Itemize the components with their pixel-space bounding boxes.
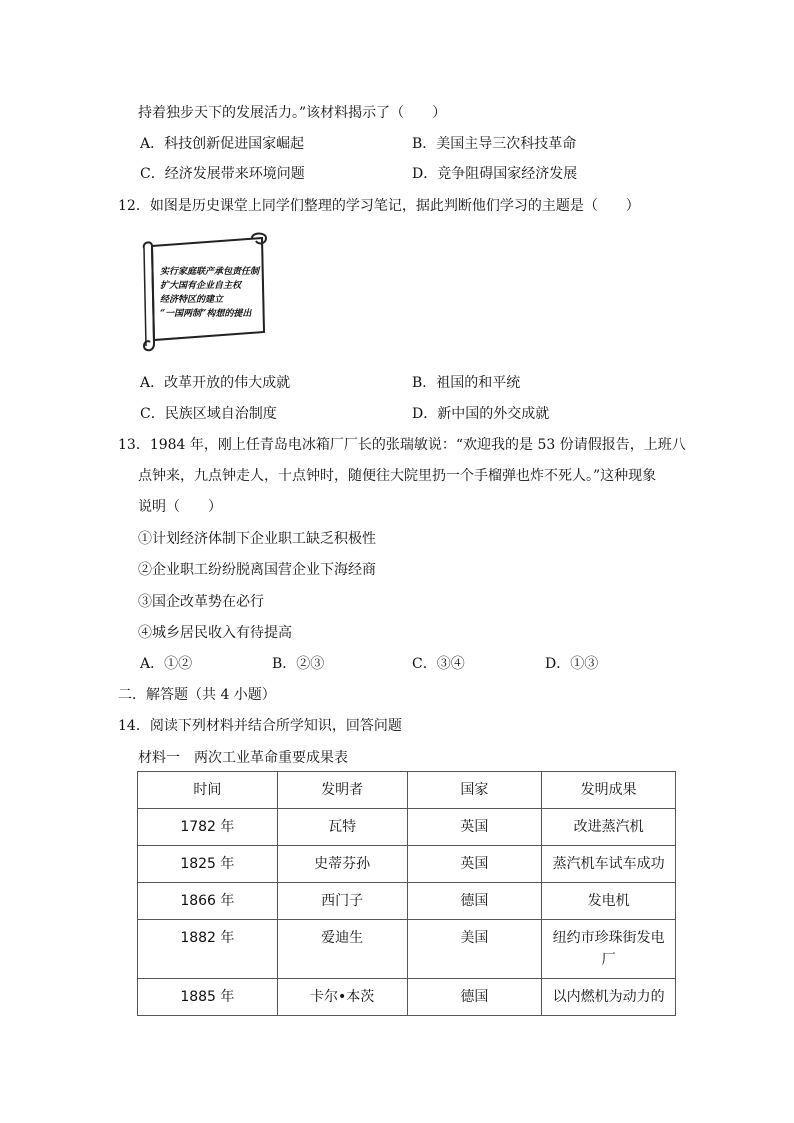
q13-option-c: C．③④ <box>412 656 465 672</box>
q11-option-d: D．竞争阻碍国家经济发展 <box>412 166 578 182</box>
q11-option-c: C．经济发展带来环境问题 <box>140 166 305 182</box>
table-cell: 纽约市珍珠街发电厂 <box>542 920 676 979</box>
table-cell: 西门子 <box>277 883 407 920</box>
q12-option-a: A．改革开放的伟大成就 <box>140 375 291 391</box>
q11-stem-continuation: 持着独步天下的发展活力。”该材料揭示了（ ） <box>138 105 447 121</box>
table-cell: 1782 年 <box>138 809 278 846</box>
table-cell: 以内燃机为动力的 <box>542 979 676 1016</box>
table-cell: 史蒂芬孙 <box>277 846 407 883</box>
table-header-cell: 发明者 <box>277 772 407 809</box>
table-cell: 爱迪生 <box>277 920 407 979</box>
q13-option-b: B．②③ <box>272 656 325 672</box>
table-row <box>138 920 676 979</box>
table-cell: 美国 <box>407 920 542 979</box>
table-cell: 1885 年 <box>138 979 278 1016</box>
q13-statement-4: ④城乡居民收入有待提高 <box>138 625 292 641</box>
table-cell: 发电机 <box>542 883 676 920</box>
q13-option-a: A．①② <box>140 656 193 672</box>
scroll-note-line-2: 扩大国有企业自主权 <box>160 281 242 291</box>
q13-stem-line-3: 说明（ ） <box>138 499 222 515</box>
q12-option-d: D．新中国的外交成就 <box>412 406 550 422</box>
table-cell: 德国 <box>407 883 542 920</box>
table-cell: 蒸汽机车试车成功 <box>542 846 676 883</box>
q13-option-d: D．①③ <box>545 656 599 672</box>
table-header-cell: 国家 <box>407 772 542 809</box>
table-cell: 1882 年 <box>138 920 278 979</box>
q11-option-b: B．美国主导三次科技革命 <box>412 136 577 152</box>
scroll-note-line-3: 经济特区的建立 <box>160 295 224 305</box>
scroll-note-line-1: 实行家庭联产承包责任制 <box>160 267 260 277</box>
q13-statement-2: ②企业职工纷纷脱离国营企业下海经商 <box>138 562 376 578</box>
table-cell: 瓦特 <box>277 809 407 846</box>
q14-stem: 14．阅读下列材料并结合所学知识，回答问题 <box>118 718 402 734</box>
table-cell: 英国 <box>407 846 542 883</box>
q13-stem-line-1: 13．1984 年，刚上任青岛电冰箱厂厂长的张瑞敏说：“欢迎我的是 53 份请假报告，上班八 <box>118 437 686 453</box>
table-cell: 德国 <box>407 979 542 1016</box>
q12-stem: 12．如图是历史课堂上同学们整理的学习笔记，据此判断他们学习的主题是（ ） <box>118 198 640 214</box>
table-cell: 英国 <box>407 809 542 846</box>
industrial-revolution-table <box>137 771 676 1016</box>
scroll-note-line-4: “一国两制”构想的提出 <box>160 309 252 319</box>
table-cell: 卡尔•本茨 <box>277 979 407 1016</box>
section-heading: 二．解答题（共 4 小题） <box>118 687 276 703</box>
q11-option-a: A．科技创新促进国家崛起 <box>140 136 305 152</box>
table-cell: 1825 年 <box>138 846 278 883</box>
table-header-cell: 时间 <box>138 772 278 809</box>
table-row <box>138 979 676 1016</box>
table-row <box>138 809 676 846</box>
table-row <box>138 846 676 883</box>
table-cell: 改进蒸汽机 <box>542 809 676 846</box>
table-cell: 1866 年 <box>138 883 278 920</box>
material-one-title: 材料一 两次工业革命重要成果表 <box>138 750 348 766</box>
q12-option-b: B．祖国的和平统 <box>412 375 521 391</box>
table-header-row <box>138 772 676 809</box>
table-row <box>138 883 676 920</box>
q13-statement-3: ③国企改革势在必行 <box>138 594 264 610</box>
q13-stem-line-2: 点钟来，九点钟走人，十点钟时，随便往大院里扔一个手榴弹也炸不死人。”这种现象 <box>138 468 657 484</box>
q13-statement-1: ①计划经济体制下企业职工缺乏积极性 <box>138 531 376 547</box>
q12-option-c: C．民族区域自治制度 <box>140 406 277 422</box>
scroll-notes-text <box>160 265 270 321</box>
table-header-cell: 发明成果 <box>542 772 676 809</box>
